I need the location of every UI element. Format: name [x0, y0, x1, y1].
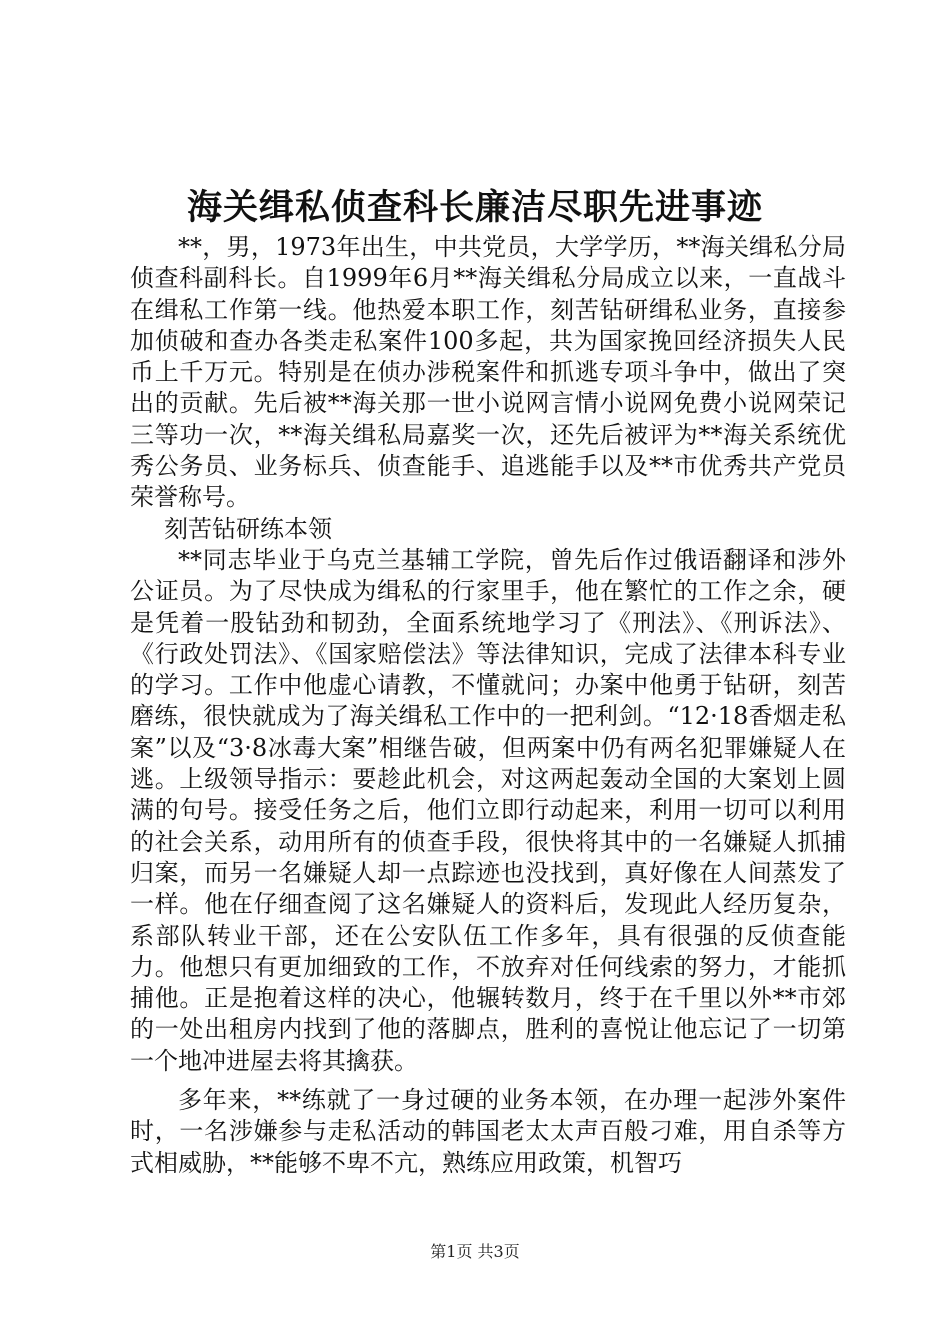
- section-heading: 刻苦钻研练本领: [164, 514, 332, 543]
- paragraph-skills: 多年来，**练就了一身过硬的业务本领，在办理一起涉外案件时，一名涉嫌参与走私活动的韩国老太太声百般刁难，用自杀等方式相威胁，**能够不卑不亢，熟练应用政策，机智巧: [130, 1086, 846, 1177]
- paragraph-study: **同志毕业于乌克兰基辅工学院，曾先后作过俄语翻译和涉外公证员。为了尽快成为缉私的行家里手，他在繁忙的工作之余，硬是凭着一股钻劲和韧劲，全面系统地学习了《刑法》、《刑诉法》、《行政处罚法》、《国家赔偿法》等法律知识，完成了法律本科专业的学习。工作中他虚心请教，不懂就问；办案中他勇于钻研，刻苦磨练，很快就成为了海关缉私工作中的一把利剑。“12·18香烟走私案”以及“3·8冰毒大案”相继告破，但两案中仍有两名犯罪嫌疑人在逃。上级领导指示：要趁此机会，对这两起轰动全国的大案划上圆满的句号。接受任务之后，他们立即行动起来，利用一切可以利用的社会关系，动用所有的侦查手段，很快将其中的一名嫌疑人抓捕归案，而另一名嫌疑人却一点踪迹也没找到，真好像在人间蒸发了一样。他在仔细查阅了这名嫌疑人的资料后，发现此人经历复杂，系部队转业干部，还在公安队伍工作多年，具有很强的反侦查能力。他想只有更加细致的工作，不放弃对任何线索的努力，才能抓捕他。正是抱着这样的决心，他辗转数月，终于在千里以外**市郊的一处出租房内找到了他的落脚点，胜利的喜悦让他忘记了一切第一个地冲进屋去将其擒获。: [130, 545, 846, 1075]
- document-body: [130, 232, 846, 1179]
- page-number-footer: 第1页 共3页: [430, 1242, 520, 1261]
- paragraph-intro: **，男，1973年出生，中共党员，大学学历，**海关缉私分局侦查科副科长。自1999年6月**海关缉私分局成立以来，一直战斗在缉私工作第一线。他热爱本职工作，刻苦钻研缉私业务，直接参加侦破和查办各类走私案件100多起，共为国家挽回经济损失人民币上千万元。特别是在侦办涉税案件和抓逃专项斗争中，做出了突出的贡献。先后被**海关那一世小说网言情小说网免费小说网荣记三等功一次，**海关缉私局嘉奖一次，还先后被评为**海关系统优秀公务员、业务标兵、侦查能手、追逃能手以及**市优秀共产党员荣誉称号。: [130, 233, 846, 512]
- document-title: 海关缉私侦查科长廉洁尽职先进事迹: [186, 187, 763, 228]
